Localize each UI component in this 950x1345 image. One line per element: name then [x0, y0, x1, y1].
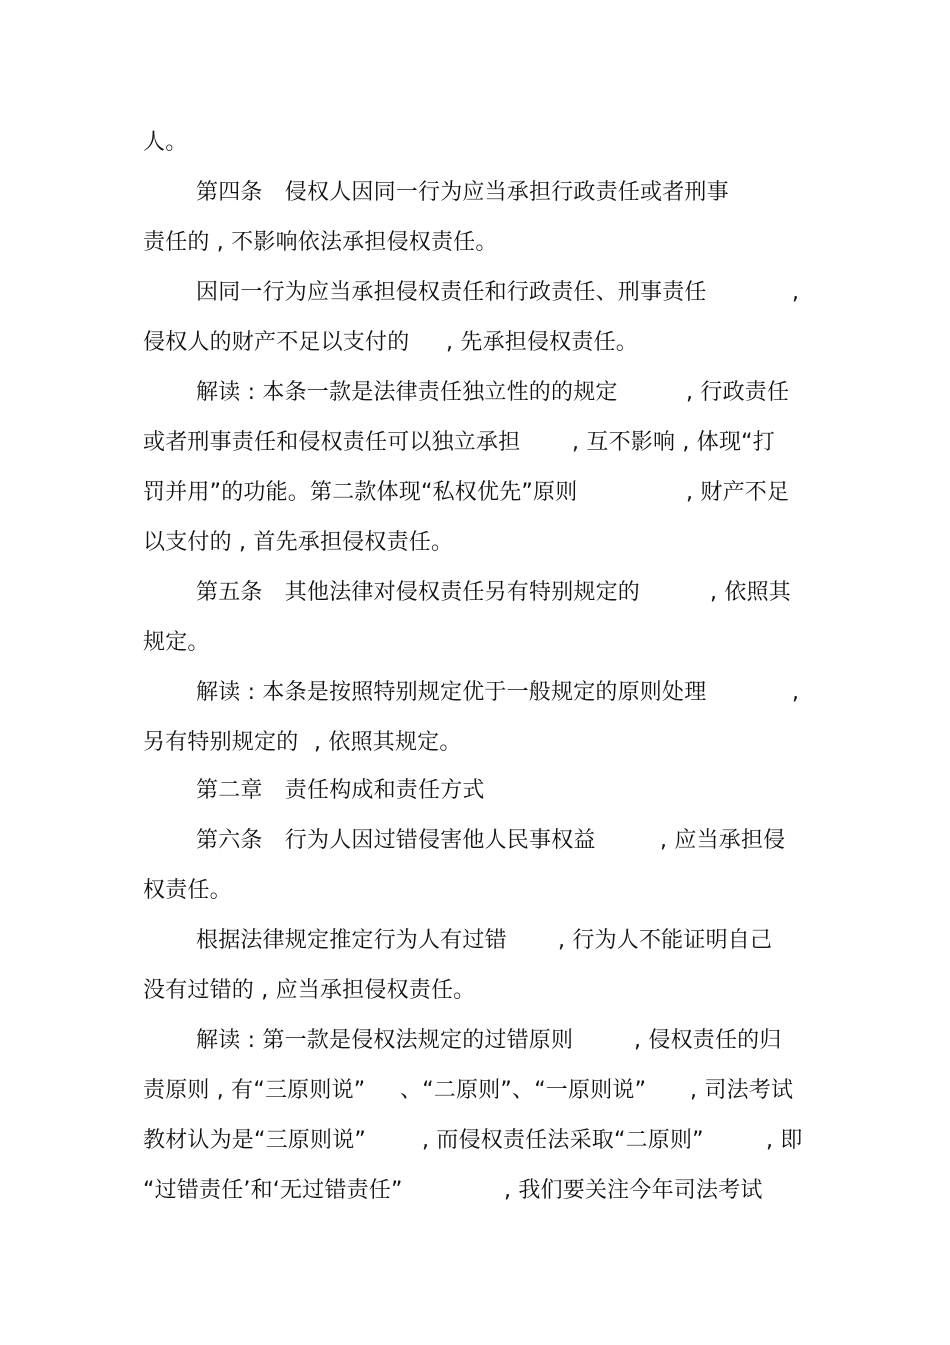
text-line: ,	[792, 680, 800, 705]
text-line: , 应当承担侵	[660, 828, 786, 853]
text-line: , 而侵权责任法采取“二原则”	[422, 1128, 704, 1153]
chapter-heading: 第二章 责任构成和责任方式	[196, 778, 485, 803]
text-line: , 司法考试	[690, 1078, 794, 1103]
text-line: 规定。	[143, 630, 210, 655]
text-line: , 侵权责任的归	[634, 1028, 782, 1053]
text-line: , 即	[766, 1128, 803, 1153]
text-line: 以支付的 , 首先承担侵权责任。	[143, 530, 454, 555]
text-line: 侵权人的财产不足以支付的	[143, 330, 410, 355]
text-line: 人。	[143, 130, 188, 155]
text-line: 没有过错的 , 应当承担侵权责任。	[143, 978, 476, 1003]
text-line: 或者刑事责任和侵权责任可以独立承担	[143, 430, 521, 455]
text-line: , 财产不足	[686, 480, 790, 505]
text-line: , 行为人不能证明自己	[558, 928, 773, 953]
text-line: 、“二原则”、“一原则说”	[400, 1078, 647, 1103]
text-line: 罚并用”的功能。第二款体现“私权优先”原则	[143, 480, 578, 505]
text-line: 第四条 侵权人因同一行为应当承担行政责任或者刑事	[196, 180, 729, 205]
text-line: , 依照其	[710, 580, 791, 605]
text-line: , 我们要关注今年司法考试	[504, 1178, 763, 1203]
text-line: 教材认为是“三原则说”	[143, 1128, 366, 1153]
text-line: 另有特别规定的	[143, 730, 299, 755]
text-line: “过错责任’和‘无过错责任”	[143, 1178, 403, 1203]
text-line: 解读 : 本条是按照特别规定优于一般规定的原则处理	[196, 680, 707, 705]
text-line: 第六条 行为人因过错侵害他人民事权益	[196, 828, 596, 853]
text-line: , 先承担侵权责任。	[446, 330, 638, 355]
text-line: 责任的 , 不影响依法承担侵权责任。	[143, 230, 498, 255]
text-line: 解读 : 第一款是侵权法规定的过错原则	[196, 1028, 574, 1053]
text-line: ,	[792, 280, 800, 305]
text-line: 因同一行为应当承担侵权责任和行政责任、刑事责任	[196, 280, 707, 305]
text-line: , 行政责任	[686, 380, 790, 405]
text-line: 权责任。	[143, 878, 232, 903]
text-line: 解读 : 本条一款是法律责任独立性的的规定	[196, 380, 618, 405]
text-line: 根据法律规定推定行为人有过错	[196, 928, 507, 953]
text-line: 责原则 , 有“三原则说”	[143, 1078, 366, 1103]
text-line: , 互不影响 , 体现“打	[572, 430, 775, 455]
text-line: 第五条 其他法律对侵权责任另有特别规定的	[196, 580, 641, 605]
text-line: , 依照其规定。	[314, 730, 462, 755]
